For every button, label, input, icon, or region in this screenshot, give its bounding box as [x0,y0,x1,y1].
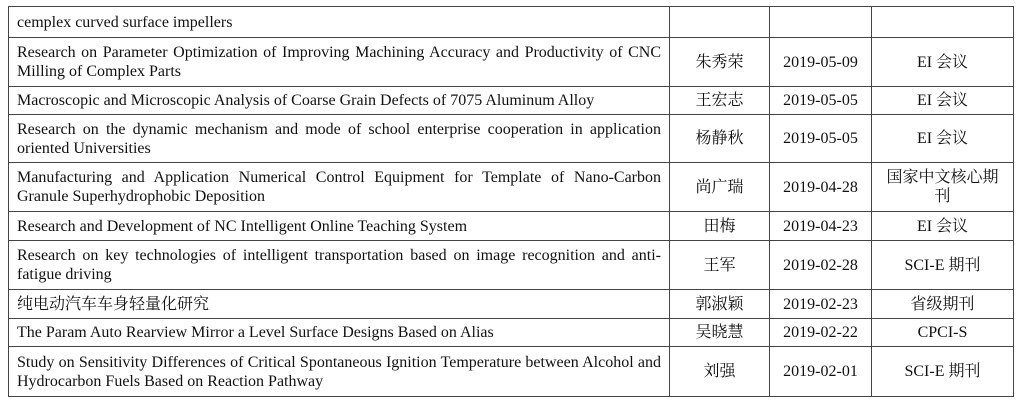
publication-type-cell: SCI-E 期刊 [872,347,1014,397]
table-row [9,115,1014,163]
author-cell [670,7,770,38]
date-cell: 2019-04-23 [770,212,872,241]
table-row [9,7,1014,38]
table-row [9,241,1014,290]
author-cell: 王军 [670,241,770,290]
paper-title: Research on Parameter Optimization of Improving Machining Accuracy and Productivity of CNC Milling of Complex Parts [9,38,670,87]
publication-type-cell: EI 会议 [872,87,1014,115]
paper-title: Research on key technologies of intelligent transportation based on image recognition and anti-fatigue driving [9,241,670,290]
table-row [9,212,1014,241]
author-cell: 吴晓慧 [670,319,770,347]
date-cell: 2019-02-22 [770,319,872,347]
paper-title: Macroscopic and Microscopic Analysis of Coarse Grain Defects of 7075 Aluminum Alloy [9,87,670,115]
date-cell: 2019-02-01 [770,347,872,397]
paper-title: Study on Sensitivity Differences of Critical Spontaneous Ignition Temperature between Alcohol and Hydrocarbon Fuels Based on Reaction Pathway [9,347,670,397]
publication-type-cell: EI 会议 [872,115,1014,163]
date-cell: 2019-04-28 [770,163,872,212]
table-row [9,38,1014,87]
table-row [9,319,1014,347]
table-row [9,290,1014,319]
publication-type-cell: EI 会议 [872,38,1014,87]
date-cell: 2019-05-09 [770,38,872,87]
author-cell: 刘强 [670,347,770,397]
author-cell: 田梅 [670,212,770,241]
paper-title: The Param Auto Rearview Mirror a Level Surface Designs Based on Alias [9,319,670,347]
publications-table [8,6,1014,397]
publication-type-cell: 省级期刊 [872,290,1014,319]
table-row [9,87,1014,115]
publication-type-cell: EI 会议 [872,212,1014,241]
table-row [9,163,1014,212]
date-cell: 2019-05-05 [770,87,872,115]
publication-type-cell [872,7,1014,38]
publication-type-cell: CPCI-S [872,319,1014,347]
paper-title: Research on the dynamic mechanism and mode of school enterprise cooperation in application oriented Universities [9,115,670,163]
publication-type-cell: SCI-E 期刊 [872,241,1014,290]
table-row [9,347,1014,397]
publication-type-cell: 国家中文核心期刊 [872,163,1014,212]
author-cell: 杨静秋 [670,115,770,163]
author-cell: 尚广瑞 [670,163,770,212]
paper-title: Research and Development of NC Intelligent Online Teaching System [9,212,670,241]
date-cell: 2019-05-05 [770,115,872,163]
paper-title: 纯电动汽车车身轻量化研究 [9,290,670,319]
date-cell: 2019-02-23 [770,290,872,319]
author-cell: 郭淑颖 [670,290,770,319]
author-cell: 王宏志 [670,87,770,115]
author-cell: 朱秀荣 [670,38,770,87]
paper-title: cemplex curved surface impellers [9,7,670,38]
paper-title: Manufacturing and Application Numerical Control Equipment for Template of Nano-Carbon Granule Superhydrophobic Deposition [9,163,670,212]
date-cell: 2019-02-28 [770,241,872,290]
date-cell [770,7,872,38]
